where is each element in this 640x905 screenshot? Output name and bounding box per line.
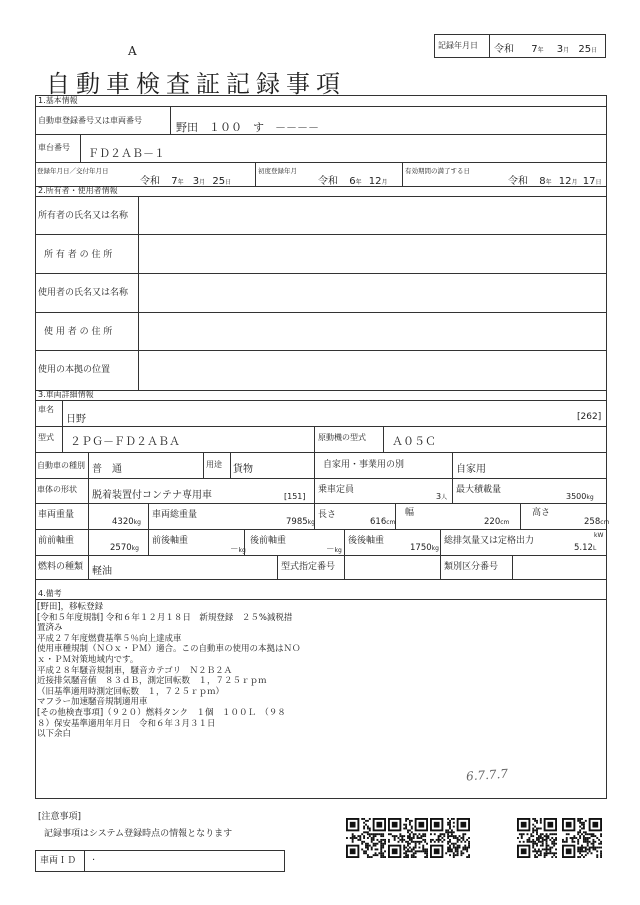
reg-no-value: 野田 １００ す －－－－	[176, 121, 319, 134]
remarks-block	[37, 602, 327, 740]
max-load-value: 3500kg	[566, 492, 594, 501]
vehicle-weight-value: 4320kg	[112, 517, 141, 527]
record-date-value: 令和 7年 3月 25日	[494, 44, 598, 55]
remarks-line: 置済み	[37, 623, 63, 634]
section-vehicle-heading: 3.車両詳細情報	[38, 390, 94, 399]
section-remarks-heading: 4.備考	[38, 589, 62, 598]
length-value: 616cm	[370, 517, 396, 527]
fuel-type-value: 軽油	[92, 566, 112, 577]
car-name-code: [262]	[577, 412, 602, 422]
gross-weight-value: 7985kg	[286, 517, 315, 527]
fuel-type-label: 燃料の種類	[38, 562, 84, 572]
length-label: 長さ	[318, 510, 337, 520]
section-owner-heading: 2.所有者・使用者情報	[38, 186, 118, 195]
use-label: 用途	[206, 460, 222, 469]
base-location-label: 使用の本拠の位置	[38, 365, 111, 375]
capacity-label: 乗車定員	[318, 485, 355, 495]
model-value: ２ＰＧ－ＦＤ２ＡＢＡ	[70, 435, 180, 448]
use-value: 貨物	[233, 464, 253, 475]
remarks-line: （旧基準適用時測定回転数 １，７２５ｒｐｍ）	[37, 686, 225, 697]
reg-date-value: 令和 7年 3月 25日	[140, 176, 232, 187]
displacement-unit-kw: kW	[594, 532, 604, 539]
front-rear-axle-label: 前後軸重	[152, 536, 189, 546]
qr-code-3	[430, 818, 470, 858]
remarks-line: [その他検査事項]（９２０）燃料タンク １個 １００Ｌ （９８	[37, 707, 286, 718]
expiry-label: 有効期間の満了する日	[405, 167, 470, 175]
vehicle-weight-label: 車両重量	[38, 510, 75, 520]
page-title: 自動車検査証記録事項	[46, 70, 346, 98]
vehicle-type-value: 普 通	[92, 464, 122, 475]
user-name-label: 使用者の氏名又は名称	[38, 288, 129, 298]
qr-code-5	[562, 818, 602, 858]
notice-text: 記録事項はシステム登録時点の情報となります	[44, 829, 233, 839]
record-date-label: 記録年月日	[438, 41, 478, 50]
remarks-line: 以下余白	[37, 729, 72, 740]
max-load-label: 最大積載量	[456, 485, 502, 495]
reg-no-label: 自動車登録番号又は車両番号	[38, 116, 142, 125]
rear-front-axle-value: －kg	[326, 545, 342, 555]
category-number-label: 類別区分番号	[444, 562, 499, 572]
user-address-label: 使 用 者 の 住 所	[44, 327, 113, 337]
model-label: 型式	[38, 433, 54, 442]
remarks-line: ８）保安基準適用年月日 令和６年３月３１日	[37, 718, 216, 729]
qr-code-1	[346, 818, 386, 858]
body-shape-code: [151]	[284, 492, 306, 501]
chassis-value: ＦＤ２ＡＢ－１	[88, 147, 165, 160]
engine-label: 原動機の型式	[318, 433, 366, 442]
first-reg-label: 初度登録年月	[258, 167, 297, 175]
rear-rear-axle-value: 1750kg	[410, 543, 439, 553]
height-label: 高さ	[532, 508, 551, 518]
width-value: 220cm	[484, 517, 510, 527]
owner-address-label: 所 有 者 の 住 所	[44, 250, 113, 260]
remarks-line: 平成２７年度燃費基準５％向上達成車	[37, 633, 182, 644]
body-shape-label: 車体の形状	[37, 485, 77, 494]
remarks-line: 近接排気騒音値 ８３ｄＢ，測定回転数 １，７２５ｒｐｍ	[37, 676, 267, 687]
rear-rear-axle-label: 後後軸重	[348, 536, 385, 546]
qr-code-2	[388, 818, 428, 858]
remarks-line: 使用車種規制（ＮＯｘ・ＰＭ）適合。この自動車の使用の本拠はＮＯ	[37, 644, 301, 655]
vehicle-type-label: 自動車の種別	[37, 461, 85, 470]
remarks-line: ｘ・ＰＭ対策地域内です。	[37, 654, 139, 665]
width-label: 幅	[405, 508, 415, 518]
front-rear-axle-value: －kg	[230, 545, 246, 555]
corner-letter: A	[128, 44, 137, 58]
remarks-line: 平成２８年騒音規制車，騒音カテゴリ Ｎ２Ｂ２Ａ	[37, 665, 233, 676]
owner-name-label: 所有者の氏名又は名称	[38, 211, 129, 221]
capacity-value: 3人	[436, 492, 448, 501]
remarks-line: [令和５年度規制] 令和６年１２月１８日 新規登録 ２５%減税措	[37, 612, 293, 623]
expiry-value: 令和 8年 12月 17日	[508, 176, 602, 187]
first-reg-value: 令和 6年 12月	[318, 176, 388, 187]
car-name-label: 車名	[38, 405, 54, 414]
private-business-label: 自家用・事業用の別	[323, 460, 405, 470]
displacement-label: 総排気量又は定格出力	[444, 536, 535, 546]
displacement-value: 5.12L	[574, 543, 597, 553]
private-business-value: 自家用	[456, 464, 486, 475]
notice-heading: [注意事項]	[38, 812, 82, 822]
front-front-axle-value: 2570kg	[110, 543, 139, 553]
chassis-label: 車台番号	[38, 143, 70, 152]
rear-front-axle-label: 後前軸重	[250, 536, 287, 546]
body-shape-value: 脱着装置付コンテナ専用車	[92, 490, 212, 501]
handwritten-note: 6.7.7.7	[465, 766, 509, 784]
front-front-axle-label: 前前軸重	[38, 536, 75, 546]
remarks-line: [野田]，移転登録	[37, 602, 104, 612]
section-basic-heading: 1.基本情報	[38, 96, 78, 105]
designation-number-label: 型式指定番号	[281, 562, 336, 572]
reg-date-label: 登録年月日／交付年月日	[37, 167, 109, 175]
gross-weight-label: 車両総重量	[152, 510, 198, 520]
vehicle-id-value: .	[92, 852, 96, 863]
engine-value: Ａ０５Ｃ	[392, 435, 436, 448]
remarks-line: マフラー加速騒音規制適用車	[37, 697, 148, 708]
car-name-value: 日野	[66, 414, 86, 425]
qr-code-4	[517, 818, 557, 858]
vehicle-id-label: 車両ＩＤ	[40, 856, 77, 866]
height-value: 258cm	[584, 517, 610, 527]
